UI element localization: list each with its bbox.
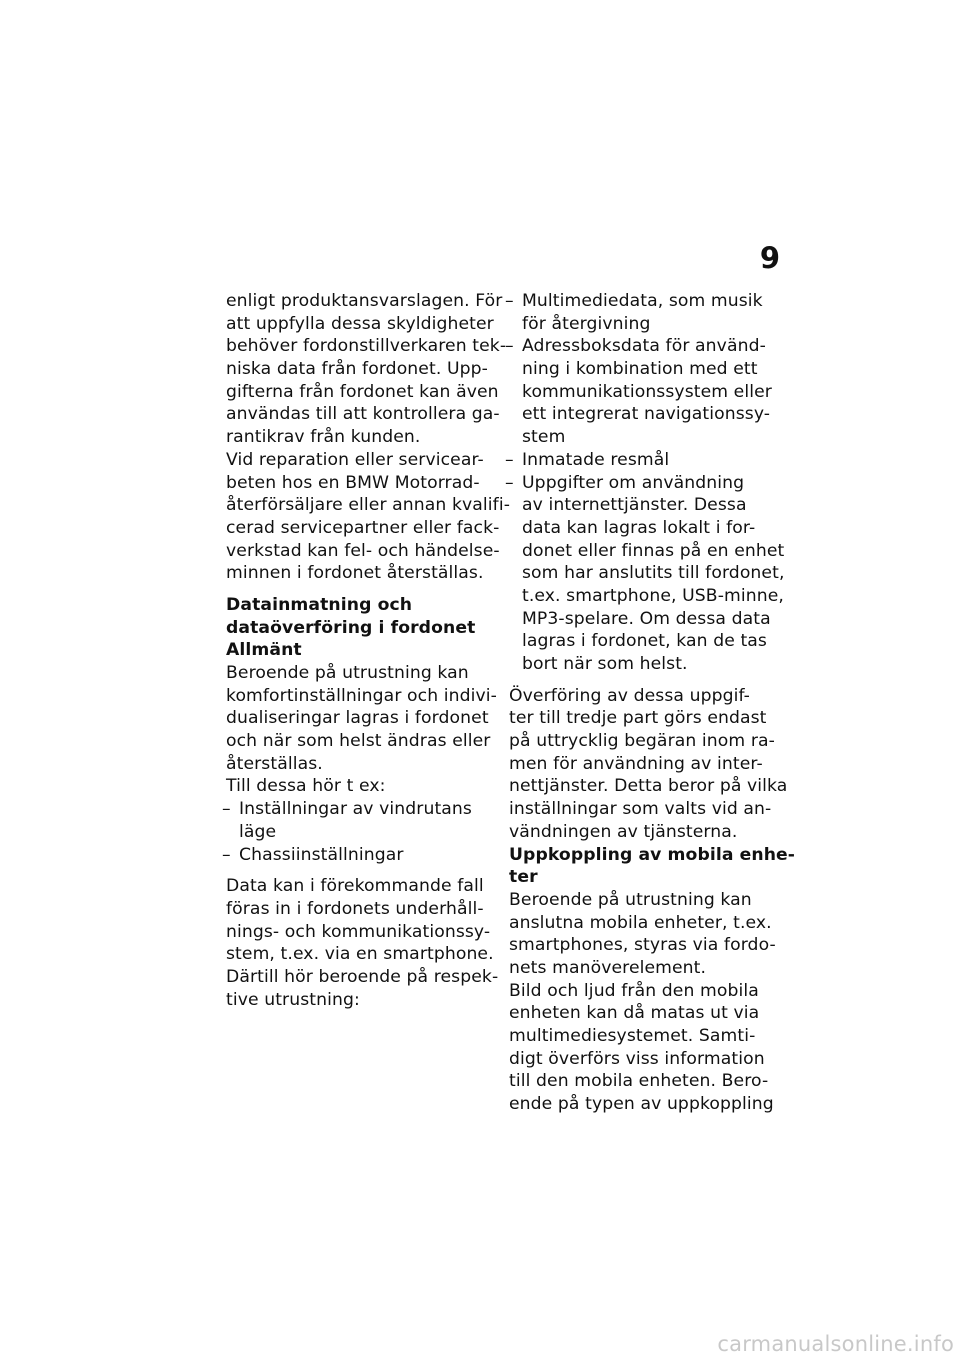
list-item xyxy=(505,472,789,676)
section-heading xyxy=(509,844,796,889)
text-line: kommunikationssystem eller xyxy=(522,381,772,402)
text-line: anslutna mobila enheter, t.ex. xyxy=(509,912,772,933)
page-number: 9 xyxy=(759,241,780,275)
list-item xyxy=(505,290,789,335)
text-line: nettjänster. Detta beror på vilka xyxy=(509,776,788,797)
list-item xyxy=(222,798,496,843)
list-item xyxy=(505,335,789,448)
text-line: Chassiinställningar xyxy=(239,844,404,865)
text-line: användas till att kontrollera ga- xyxy=(226,404,500,425)
text-line: nings- och kommunikationssy- xyxy=(226,921,491,942)
text-line: digt överförs viss information xyxy=(509,1048,765,1069)
text-line: stem xyxy=(522,427,566,448)
text-line: för återgivning xyxy=(522,313,651,334)
text-line: data kan lagras lokalt i for- xyxy=(522,517,756,538)
text-line: gifterna från fordonet kan även xyxy=(226,381,499,402)
section-heading xyxy=(226,594,496,639)
heading-line: Allmänt xyxy=(226,640,302,661)
dash-marker: – xyxy=(505,449,514,470)
text-line: till den mobila enheten. Bero- xyxy=(509,1071,769,1092)
text-line: enligt produktansvarslagen. För xyxy=(226,291,503,311)
paragraph xyxy=(226,290,507,449)
text-line: dualiseringar lagras i fordonet xyxy=(226,708,489,729)
heading-line: ter xyxy=(509,867,538,888)
dash-marker: – xyxy=(505,291,514,311)
text-line: på uttrycklig begäran inom ra- xyxy=(509,731,775,752)
text-line: återställas. xyxy=(226,753,323,774)
text-line: ett integrerat navigationssy- xyxy=(522,404,771,425)
text-line: behöver fordonstillverkaren tek- xyxy=(226,336,507,357)
paragraph xyxy=(509,685,789,844)
paragraph xyxy=(226,449,511,585)
text-line: tive utrustning: xyxy=(226,989,360,1010)
text-line: donet eller finnas på en enhet xyxy=(522,540,785,561)
paragraph xyxy=(226,875,496,966)
right-column xyxy=(505,290,796,1116)
text-line: Multimediedata, som musik xyxy=(522,291,763,311)
bullet-list xyxy=(505,290,789,676)
watermark: carmanualsonline.info xyxy=(717,1332,954,1356)
text-line: ning i kombination med ett xyxy=(522,359,758,380)
text-line: Därtill hör beroende på respek- xyxy=(226,966,499,987)
paragraph xyxy=(509,889,789,980)
text-line: verkstad kan fel- och händelse- xyxy=(226,540,500,561)
text-line: komfortinställningar och indivi- xyxy=(226,685,497,706)
text-line: t.ex. smartphone, USB-minne, xyxy=(522,585,784,606)
text-line: multimediesystemet. Samti- xyxy=(509,1026,756,1046)
text-line: Till dessa hör t ex: xyxy=(226,776,386,797)
text-line: Uppgifter om användning xyxy=(522,472,745,493)
text-line: att uppfylla dessa skyldigheter xyxy=(226,313,494,334)
text-line: stem, t.ex. via en smartphone. xyxy=(226,944,494,965)
text-line: enheten kan då matas ut via xyxy=(509,1003,760,1024)
dash-marker: – xyxy=(505,472,514,493)
dash-marker: – xyxy=(222,844,231,865)
heading-line: Uppkoppling av mobila enhe- xyxy=(509,844,796,865)
heading-line: Datainmatning och xyxy=(226,594,413,615)
text-line: men för användning av inter- xyxy=(509,753,763,774)
text-line: återförsäljare eller annan kvalifi- xyxy=(226,495,511,516)
text-line: cerad servicepartner eller fack- xyxy=(226,517,500,538)
text-line: Överföring av dessa uppgif- xyxy=(509,685,750,706)
paragraph xyxy=(509,980,789,1116)
text-line: Beroende på utrustning kan xyxy=(509,889,752,910)
text-line: bort när som helst. xyxy=(522,654,688,674)
text-line: MP3-spelare. Om dessa data xyxy=(522,608,771,629)
text-line: Inmatade resmål xyxy=(522,449,670,470)
paragraph xyxy=(226,966,499,1011)
text-line: som har anslutits till fordonet, xyxy=(522,563,785,584)
bullet-list xyxy=(222,798,496,866)
text-line: nets manöverelement. xyxy=(509,957,707,978)
text-line: Vid reparation eller servicear- xyxy=(226,449,484,470)
text-line: Data kan i förekommande fall xyxy=(226,876,484,897)
text-line: beten hos en BMW Motorrad- xyxy=(226,472,480,493)
text-line: vändningen av tjänsterna. xyxy=(509,821,738,842)
text-line: Inställningar av vindrutans xyxy=(239,799,472,820)
text-line: Bild och ljud från den mobila xyxy=(509,980,759,1001)
text-line: ter till tredje part görs endast xyxy=(509,708,767,729)
text-line: smartphones, styras via fordo- xyxy=(509,935,776,956)
text-line: Beroende på utrustning kan xyxy=(226,663,469,683)
dash-marker: – xyxy=(222,799,231,820)
list-item xyxy=(505,449,789,472)
text-line: föras in i fordonets underhåll- xyxy=(226,898,484,919)
paragraph xyxy=(226,662,496,775)
subsection-heading xyxy=(226,639,496,662)
text-line: ende på typen av uppkoppling xyxy=(509,1094,774,1115)
paragraph xyxy=(226,775,496,798)
text-line: Adressboksdata för använd- xyxy=(522,336,766,357)
text-line: läge xyxy=(239,821,277,842)
heading-line: dataöverföring i fordonet xyxy=(226,617,476,638)
text-line: och när som helst ändras eller xyxy=(226,731,491,752)
text-line: lagras i fordonet, kan de tas xyxy=(522,631,767,652)
text-line: inställningar som valts vid an- xyxy=(509,799,772,820)
text-line: minnen i fordonet återställas. xyxy=(226,563,484,584)
text-line: rantikrav från kunden. xyxy=(226,427,421,448)
dash-marker: – xyxy=(505,336,514,357)
text-line: niska data från fordonet. Upp- xyxy=(226,359,488,380)
list-item xyxy=(222,844,496,867)
text-line: av internettjänster. Dessa xyxy=(522,495,747,516)
left-column xyxy=(222,290,511,1011)
